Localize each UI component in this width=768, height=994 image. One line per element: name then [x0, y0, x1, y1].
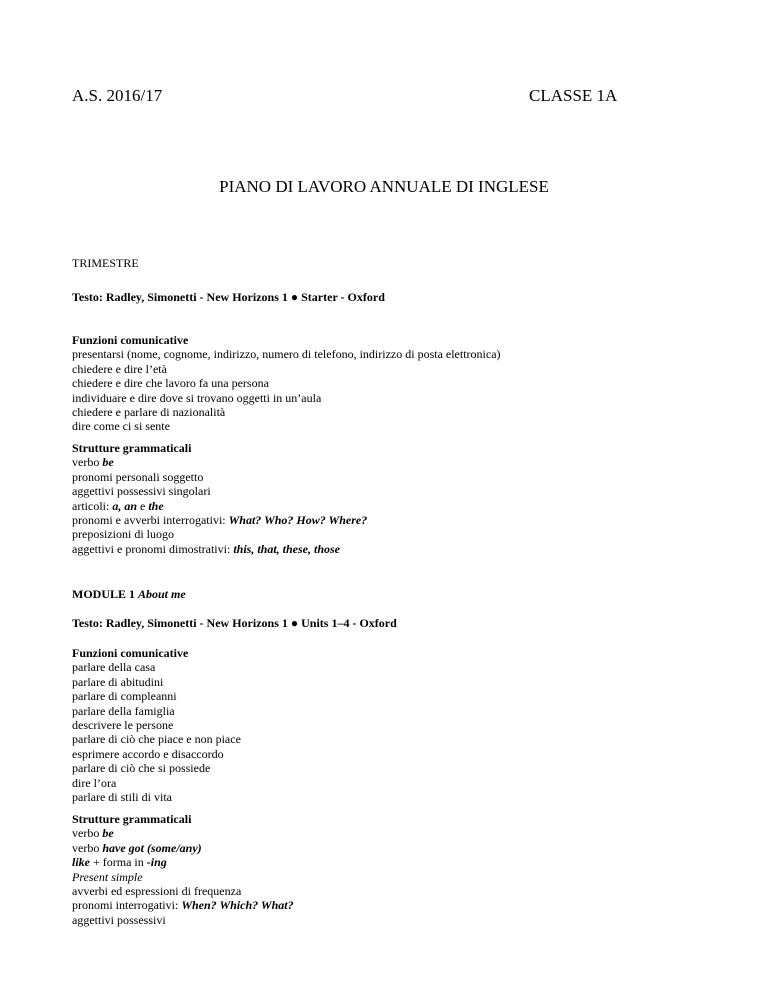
- module1-label: MODULE 1 About me: [72, 587, 186, 601]
- trimestre-funzioni: [72, 333, 501, 434]
- list-item: pronomi e avverbi interrogativi: What? Who? How? Where?: [72, 513, 368, 528]
- module1-strutture: [72, 812, 294, 927]
- list-item: pronomi interrogativi: When? Which? What?: [72, 898, 294, 913]
- funzioni-heading: Funzioni comunicative: [72, 646, 189, 660]
- list-item: chiedere e parlare di nazionalità: [72, 405, 226, 420]
- page-title: PIANO DI LAVORO ANNUALE DI INGLESE: [219, 177, 549, 196]
- list-item: avverbi ed espressioni di frequenza: [72, 884, 242, 899]
- list-item: parlare di abitudini: [72, 674, 164, 689]
- list-item: esprimere accordo e disaccordo: [72, 746, 224, 761]
- list-item: like + forma in -ing: [72, 855, 167, 870]
- list-item: Present simple: [72, 869, 143, 884]
- list-item: dire come ci si sente: [72, 419, 170, 434]
- strutture-heading: Strutture grammaticali: [72, 812, 192, 826]
- list-item: dire l’ora: [72, 775, 117, 790]
- list-item: descrivere le persone: [72, 718, 174, 733]
- trimestre-strutture: [72, 441, 367, 556]
- list-item: aggettivi possessivi: [72, 912, 166, 927]
- class-label: CLASSE 1A: [529, 86, 618, 105]
- list-item: individuare e dire dove si trovano oggetti in un’aula: [72, 390, 322, 405]
- list-item: preposizioni di luogo: [72, 527, 174, 542]
- list-item: parlare di ciò che si possiede: [72, 761, 211, 776]
- module1-funzioni: [72, 646, 241, 804]
- list-item: articoli: a, an e the: [72, 498, 164, 513]
- list-item: aggettivi e pronomi dimostrativi: this, that, these, those: [72, 541, 340, 556]
- list-item: pronomi personali soggetto: [72, 469, 204, 484]
- list-item: presentarsi (nome, cognome, indirizzo, numero di telefono, indirizzo di posta elettronica): [72, 347, 501, 362]
- strutture-heading: Strutture grammaticali: [72, 441, 192, 455]
- trimestre-textbook: Testo: Radley, Simonetti - New Horizons 1 ● Starter - Oxford: [72, 290, 385, 304]
- list-item: verbo be: [72, 455, 114, 470]
- list-item: parlare di compleanni: [72, 689, 177, 704]
- list-item: parlare di ciò che piace e non piace: [72, 732, 241, 747]
- list-item: parlare della casa: [72, 660, 156, 675]
- list-item: verbo be: [72, 826, 114, 841]
- funzioni-heading: Funzioni comunicative: [72, 333, 189, 347]
- trimestre-label: TRIMESTRE: [72, 256, 139, 270]
- module1-textbook: Testo: Radley, Simonetti - New Horizons 1 ● Units 1–4 - Oxford: [72, 616, 397, 630]
- school-year: A.S. 2016/17: [72, 86, 163, 105]
- list-item: chiedere e dire l’età: [72, 361, 167, 376]
- list-item: verbo have got (some/any): [72, 840, 202, 855]
- list-item: parlare della famiglia: [72, 703, 175, 718]
- list-item: chiedere e dire che lavoro fa una persona: [72, 376, 269, 391]
- list-item: aggettivi possessivi singolari: [72, 484, 211, 499]
- list-item: parlare di stili di vita: [72, 790, 172, 805]
